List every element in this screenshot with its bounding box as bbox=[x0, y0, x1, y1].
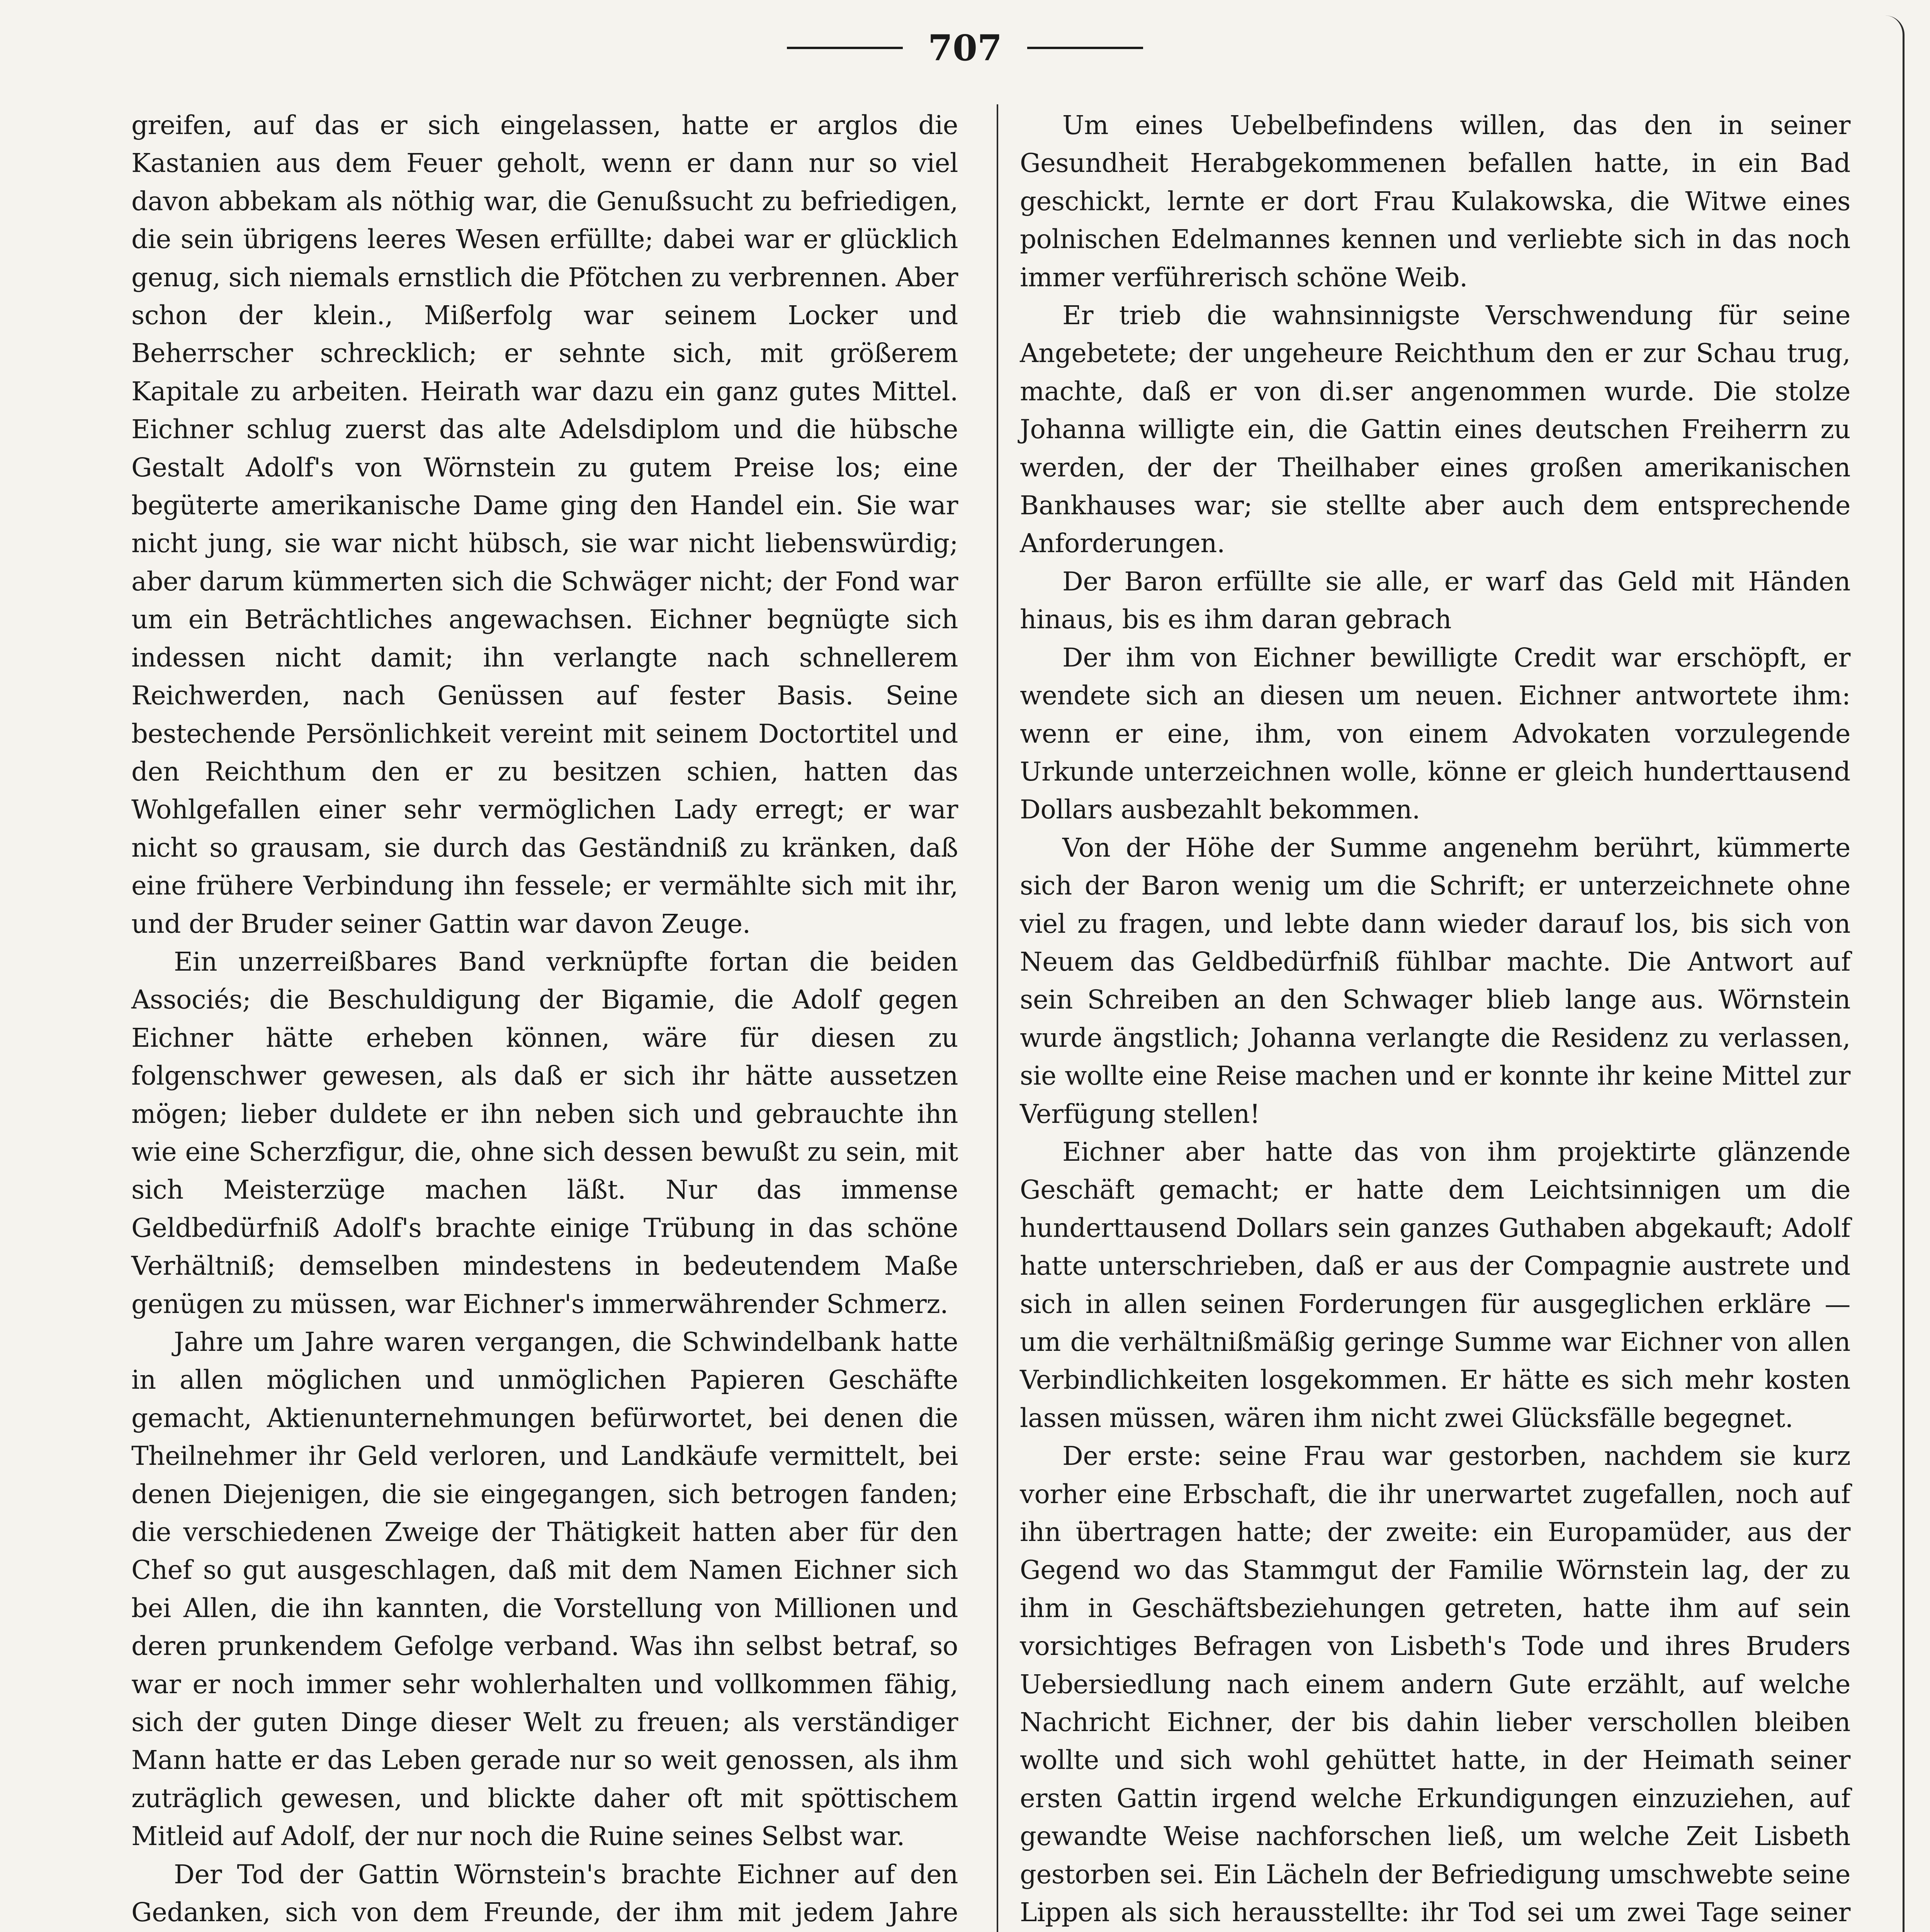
paragraph: Eichner aber hatte das von ihm projektirte glänzende Geschäft gemacht; er hatte dem Leichtsinnigen um die hunderttausend Dollars sein ganzes Guthaben abgekauft; Adolf hatte unterschrieben, daß er aus der Compagnie austrete und sich in allen seinen Forderungen für ausgeglichen erkläre — um die verhältnißmäßig geringe Summe war Eichner von allen Verbindlichkeiten losgekommen. Er hätte es sich mehr kosten lassen müssen, wären ihm nicht zwei Glücksfälle begegnet. bbox=[1020, 1136, 1850, 1433]
paragraph: Ein unzerreißbares Band verknüpfte fortan die beiden Associés; die Beschuldigung der Bigamie, die Adolf gegen Eichner hätte erheben können, wäre für diesen zu folgenschwer gewesen, als daß er sich ihr hätte aussetzen mögen; lieber duldete er ihn neben sich und gebrauchte ihn wie eine Scherzfigur, die, ohne sich dessen bewußt zu sein, mit sich Meisterzüge machen läßt. Nur das immense Geldbedürfniß Adolf's brachte einige Trübung in das schöne Verhältniß; demselben mindestens in bedeutendem Maße genügen zu müssen, war Eichner's immerwährender Schmerz. bbox=[131, 946, 958, 1319]
paragraph: Der Tod der Gattin Wörnstein's brachte Eichner auf den Gedanken, sich von dem Freunde, der ihm mit jedem Jahre bbox=[131, 1859, 958, 1928]
header-rule-right bbox=[1027, 47, 1143, 49]
paragraph: greifen, auf das er sich eingelassen, hatte er arglos die Kastanien aus dem Feuer geholt, wenn er dann nur so viel davon abbekam als nöthig war, die Genußsucht zu befriedigen, die sein übrigens leeres Wesen erfüllte; dabei war er glücklich genug, sich niemals ernstlich die Pfötchen zu verbrennen. Aber schon der klein., Mißerfolg war seinem Locker und Beherrscher schrecklich; er sehnte sich, mit größerem Kapitale zu arbeiten. Heirath war dazu ein ganz gutes Mittel. Eichner schlug zuerst das alte Adelsdiplom und die hübsche Gestalt Adolf's von Wörnstein zu gutem Preise los; eine begüterte amerikanische Dame ging den Handel ein. Sie war nicht jung, sie war nicht hübsch, sie war nicht liebenswürdig; aber darum kümmerten sich die Schwäger nicht; der Fond war um ein Beträchtliches angewachsen. Eichner begnügte sich indessen nicht damit; ihn verlangte nach schnellerem Reichwerden, nach Genüssen auf fester Basis. Seine bestechende Persönlichkeit vereint mit seinem Doctortitel und den Reichthum den er zu besitzen schien, hatten das Wohlgefallen einer sehr vermöglichen Lady erregt; er war nicht so grausam, sie durch das Geständniß zu kränken, daß eine frühere Verbindung ihn fessele; er vermählte sich mit ihr, und der Bruder seiner Gattin war davon Zeuge. bbox=[131, 110, 958, 939]
column-divider bbox=[997, 104, 998, 1932]
page-header bbox=[0, 27, 1930, 69]
paragraph: Von der Höhe der Summe angenehm berührt, kümmerte sich der Baron wenig um die Schrift; er unterzeichnete ohne viel zu fragen, und lebte dann wieder darauf los, bis sich von Neuem das Geldbedürfniß fühlbar machte. Die Antwort auf sein Schreiben an den Schwager blieb lange aus. Wörnstein wurde ängstlich; Johanna verlangte die Residenz zu verlassen, sie wollte eine Reise machen und er konnte ihr keine Mittel zur Verfügung stellen! bbox=[1020, 832, 1850, 1129]
right-column bbox=[1020, 106, 1850, 1932]
paragraph: Der Baron erfüllte sie alle, er warf das Geld mit Händen hinaus, bis es ihm daran gebrach bbox=[1020, 566, 1850, 635]
paragraph: Der erste: seine Frau war gestorben, nachdem sie kurz vorher eine Erbschaft, die ihr unerwartet zugefallen, noch auf ihn übertragen hatte; der zweite: ein Europamüder, aus der Gegend wo das Stammgut der Familie Wörnstein lag, der zu ihm in Geschäftsbeziehungen getreten, hatte ihm auf sein vorsichtiges Befragen von Lisbeth's Tode und ihres Bruders Uebersiedlung nach einem andern Gute erzählt, auf welche Nachricht Eichner, der bis dahin lieber verschollen bleiben wollte und sich wohl gehüttet hatte, in der Heimath seiner ersten Gattin irgend welche Erkundigungen einzuziehen, auf gewandte Weise nachforschen ließ, um welche Zeit Lisbeth gestorben sei. Ein Lächeln der Befriedigung umschwebte seine Lippen als sich herausstellte: ihr Tod sei um zwei Tage seiner bbox=[1020, 1441, 1850, 1928]
paragraph: Um eines Uebelbefindens willen, das den in seiner Gesundheit Herabgekommenen befallen hatte, in ein Bad geschickt, lernte er dort Frau Kulakowska, die Witwe eines polnischen Edelmannes kennen und verliebte sich in das noch immer verführerisch schöne Weib. bbox=[1020, 110, 1850, 293]
paragraph: Er trieb die wahnsinnigste Verschwendung für seine Angebetete; der ungeheure Reichthum den er zur Schau trug, machte, daß er von di.ser angenommen wurde. Die stolze Johanna willigte ein, die Gattin eines deutschen Freiherrn zu werden, der der Theilhaber eines großen amerikanischen Bankhauses war; sie stellte aber auch dem entsprechende Anforderungen. bbox=[1020, 300, 1850, 559]
paragraph: Jahre um Jahre waren vergangen, die Schwindelbank hatte in allen möglichen und unmöglichen Papieren Geschäfte gemacht, Aktienunternehmungen befürwortet, bei denen die Theilnehmer ihr Geld verloren, und Landkäufe vermittelt, bei denen Diejenigen, die sie eingegangen, sich betrogen fanden; die verschiedenen Zweige der Thätigkeit hatten aber für den Chef so gut ausgeschlagen, daß mit dem Namen Eichner sich bei Allen, die ihn kannten, die Vorstellung von Millionen und deren prunkendem Gefolge verband. Was ihn selbst betraf, so war er noch immer sehr wohlerhalten und vollkommen fähig, sich der guten Dinge dieser Welt zu freuen; als verständiger Mann hatte er das Leben gerade nur so weit genossen, als ihm zuträglich gewesen, und blickte daher oft mit spöttischem Mitleid auf Adolf, der nur noch die Ruine seines Selbst war. bbox=[131, 1327, 958, 1852]
paragraph: Der ihm von Eichner bewilligte Credit war erschöpft, er wendete sich an diesen um neuen. Eichner antwortete ihm: wenn er eine, ihm, von einem Advokaten vorzulegende Urkunde unterzeichnen wolle, könne er gleich hunderttausend Dollars ausbezahlt bekommen. bbox=[1020, 642, 1850, 825]
left-column bbox=[131, 106, 958, 1932]
header-rule-left bbox=[787, 47, 903, 49]
page-number: 707 bbox=[928, 27, 1002, 69]
